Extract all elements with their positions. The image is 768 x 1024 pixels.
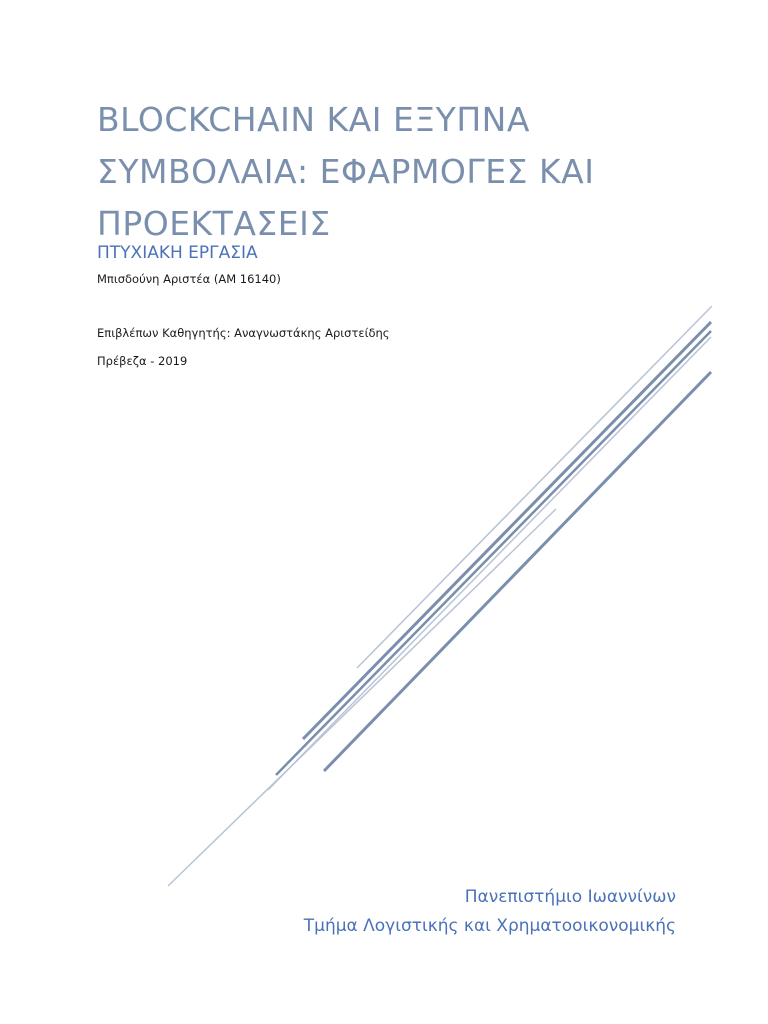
diagonal-line-5 xyxy=(324,372,711,771)
department-name: Τμήμα Λογιστικής και Χρηματοοικονομικής xyxy=(303,916,676,936)
diagonal-line-3 xyxy=(276,331,711,775)
document-subtitle: ΠΤΥΧΙΑΚΗ ΕΡΓΑΣΙΑ xyxy=(97,243,258,263)
institution-block xyxy=(304,883,676,941)
title-line-3: ΠΡΟΕΚΤΑΣΕΙΣ xyxy=(97,204,331,243)
place-year-line: Πρέβεζα - 2019 xyxy=(97,354,188,368)
university-name: Πανεπιστήμιο Ιωαννίνων xyxy=(464,887,676,907)
supervisor-line: Επιβλέπων Καθηγητής: Αναγνωστάκης Αριστείδης xyxy=(97,326,390,340)
title-line-1: BLOCKCHAIN ΚΑΙ ΕΞΥΠΝΑ xyxy=(97,100,530,139)
title-line-2: ΣΥΜΒΟΛΑΙΑ: ΕΦΑΡΜΟΓΕΣ ΚΑΙ xyxy=(97,152,595,191)
author-line: Μπισδούνη Αριστέα (ΑΜ 16140) xyxy=(97,272,281,286)
diagonal-line-2 xyxy=(303,322,711,739)
diagonal-line-6 xyxy=(168,509,556,886)
diagonal-line-4 xyxy=(268,337,711,790)
diagonal-line-1 xyxy=(357,306,712,668)
